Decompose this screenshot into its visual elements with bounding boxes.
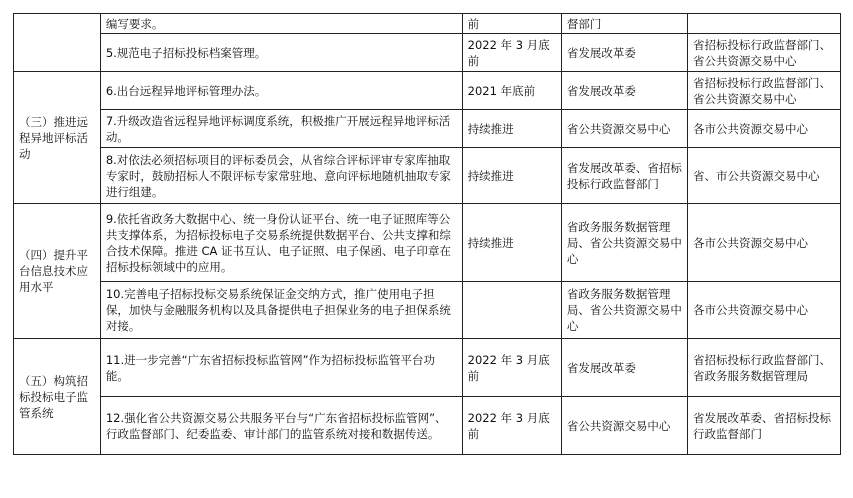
task-cell: 8.对依法必须招标项目的评标委员会，从省综合评标评审专家库抽取专家时，鼓励招标人不限评标专家常驻地、意向评标地随机抽取专家进行组建。 (100, 148, 462, 204)
lead-department-cell: 省政务服务数据管理局、省公共资源交易中心 (561, 282, 687, 339)
deadline-cell: 2021 年底前 (462, 72, 561, 110)
category-cell: （三）推进远程异地评标活动 (14, 72, 101, 204)
task-cell: 编写要求。 (100, 14, 462, 34)
cooperating-department-cell: 各市公共资源交易中心 (687, 282, 840, 339)
lead-department-cell: 省发展改革委 (561, 72, 687, 110)
lead-department-cell: 省发展改革委 (561, 34, 687, 72)
task-cell: 12.强化省公共资源交易公共服务平台与“广东省招标投标监管网”、行政监督部门、纪委监委、审计部门的监管系统对接和数据传送。 (100, 397, 462, 455)
table-row (14, 339, 841, 397)
deadline-cell: 持续推进 (462, 110, 561, 148)
task-cell: 7.升级改造省远程异地评标调度系统，积极推广开展远程异地评标活动。 (100, 110, 462, 148)
cooperating-department-cell: 省、市公共资源交易中心 (687, 148, 840, 204)
cooperating-department-cell: 省发展改革委、省招标投标行政监督部门 (687, 397, 840, 455)
lead-department-cell: 省发展改革委 (561, 339, 687, 397)
table-row (14, 72, 841, 110)
table-row (14, 14, 841, 34)
table-row (14, 110, 841, 148)
policy-task-table (13, 13, 841, 455)
deadline-cell: 2022 年 3 月底前 (462, 397, 561, 455)
deadline-cell: 2022 年 3 月底前 (462, 339, 561, 397)
deadline-cell: 前 (462, 14, 561, 34)
cooperating-department-cell: 省招标投标行政监督部门、省公共资源交易中心 (687, 72, 840, 110)
deadline-cell-empty (462, 282, 561, 339)
table-row (14, 204, 841, 282)
task-cell: 6.出台远程异地评标管理办法。 (100, 72, 462, 110)
category-cell: （四）提升平台信息技术应用水平 (14, 204, 101, 339)
task-cell: 11.进一步完善“广东省招标投标监管网”作为招标投标监管平台功能。 (100, 339, 462, 397)
lead-department-cell: 督部门 (561, 14, 687, 34)
category-cell: （五）构筑招标投标电子监管系统 (14, 339, 101, 455)
cooperating-department-cell: 各市公共资源交易中心 (687, 204, 840, 282)
cooperating-department-cell: 省招标投标行政监督部门、省公共资源交易中心 (687, 34, 840, 72)
table-row (14, 148, 841, 204)
deadline-cell: 2022 年 3 月底前 (462, 34, 561, 72)
lead-department-cell: 省发展改革委、省招标投标行政监督部门 (561, 148, 687, 204)
table-row (14, 34, 841, 72)
cooperating-department-cell: 各市公共资源交易中心 (687, 110, 840, 148)
deadline-cell: 持续推进 (462, 148, 561, 204)
lead-department-cell: 省公共资源交易中心 (561, 110, 687, 148)
category-cell-empty (14, 14, 101, 72)
table-row (14, 397, 841, 455)
task-cell: 5.规范电子招标投标档案管理。 (100, 34, 462, 72)
task-cell: 10.完善电子招标投标交易系统保证金交纳方式，推广使用电子担保，加快与金融服务机构以及具备提供电子担保业务的电子担保系统对接。 (100, 282, 462, 339)
table-row (14, 282, 841, 339)
lead-department-cell: 省政务服务数据管理局、省公共资源交易中心 (561, 204, 687, 282)
cooperating-department-cell (687, 14, 840, 34)
cooperating-department-cell: 省招标投标行政监督部门、省政务服务数据管理局 (687, 339, 840, 397)
lead-department-cell: 省公共资源交易中心 (561, 397, 687, 455)
deadline-cell: 持续推进 (462, 204, 561, 282)
task-cell: 9.依托省政务大数据中心、统一身份认证平台、统一电子证照库等公共支撑体系，为招标投标电子交易系统提供数据平台、公共支撑和综合技术保障。推进 CA 证书互认、电子证照、电子保函、电子印章在招标投标领域中的应用。 (100, 204, 462, 282)
